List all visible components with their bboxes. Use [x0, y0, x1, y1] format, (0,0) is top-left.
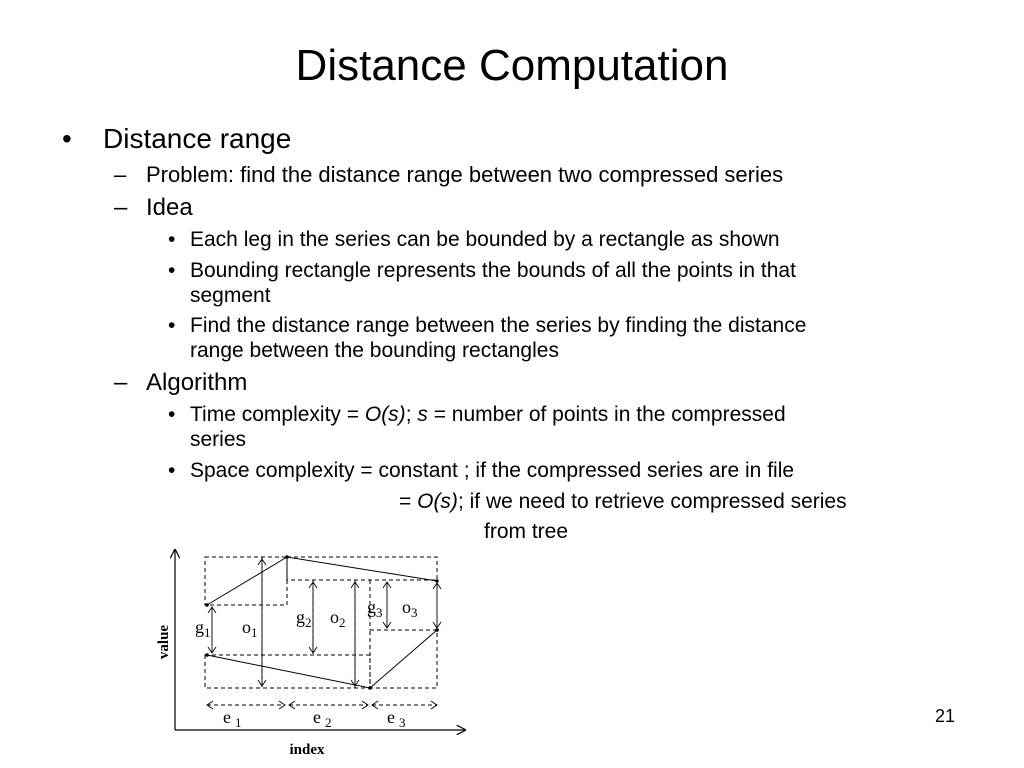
bullet-problem: Problem: find the distance range between two compressed series	[146, 162, 784, 187]
label-g3: $g_3$	[367, 597, 383, 620]
sub-bullet-marker: •	[168, 259, 176, 282]
series-lower	[207, 630, 437, 688]
time-complexity-prefix: Time complexity =	[190, 403, 365, 426]
y-axis-label: value	[156, 624, 172, 660]
sub-bullet-marker: •	[168, 228, 176, 251]
bullet-space-complexity-cont	[399, 489, 847, 514]
bullet-marker: •	[62, 123, 72, 154]
label-o1: $o_1$	[242, 617, 258, 640]
label-o2: $o_2$	[330, 607, 346, 630]
bullet-bounding-rectangle: Bounding rectangle represents the bounds of all the points in that	[190, 259, 796, 282]
slide-title: Distance Computation	[295, 41, 729, 90]
dash-marker: –	[114, 369, 128, 396]
time-complexity-order: O(s)	[364, 403, 406, 426]
dash-marker: –	[114, 162, 127, 187]
sub-bullet-marker: •	[168, 403, 176, 426]
label-g2: $g_2$	[296, 607, 312, 630]
space-complexity-eq: =	[399, 490, 418, 513]
bullet-space-complexity-cont2: from tree	[484, 520, 569, 543]
bounding-rectangles-figure	[150, 545, 470, 760]
label-e3: e $_3$	[387, 707, 406, 730]
sub-bullet-marker: •	[168, 314, 176, 337]
dash-marker: –	[114, 194, 128, 221]
time-complexity-suffix: = number of points in the compressed	[427, 403, 786, 426]
bullet-time-complexity-cont: series	[190, 428, 247, 451]
label-g1: $g_1$	[195, 617, 211, 640]
sub-bullet-marker: •	[168, 459, 176, 482]
time-complexity-s: s	[417, 403, 428, 426]
bullet-time-complexity	[190, 402, 786, 427]
time-complexity-semicolon: ;	[405, 403, 418, 426]
bullet-find-distance-cont: range between the bounding rectangles	[190, 339, 559, 362]
bullet-each-leg: Each leg in the series can be bounded by a rectangle as shown	[190, 228, 780, 251]
label-e2: e $_2$	[313, 707, 332, 730]
bullet-space-complexity: Space complexity = constant ; if the compressed series are in file	[190, 459, 795, 482]
bullet-algorithm: Algorithm	[146, 369, 248, 396]
page-number: 21	[935, 706, 956, 726]
bullet-bounding-rectangle-cont: segment	[190, 284, 271, 307]
x-axis-label: index	[289, 742, 325, 758]
space-complexity-suffix: ; if we need to retrieve compressed series	[457, 490, 847, 513]
bullet-distance-range: Distance range	[103, 123, 292, 154]
space-complexity-order: O(s)	[417, 490, 458, 513]
label-e1: e $_1$	[223, 707, 242, 730]
bullet-find-distance: Find the distance range between the series by finding the distance	[190, 314, 807, 337]
bullet-idea: Idea	[146, 194, 193, 221]
label-o3: $o_3$	[402, 597, 418, 620]
